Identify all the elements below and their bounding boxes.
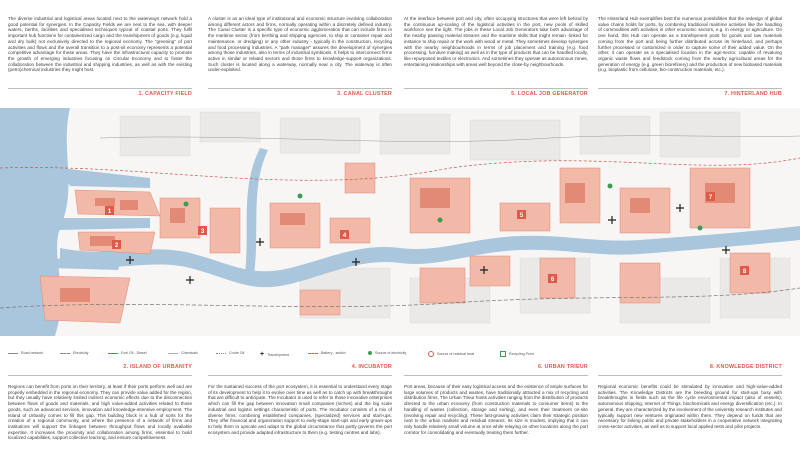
local-job-generator-text: At the interface between port and city, often occupying structures that were left behind by the continuous up-scaling of the logistical activities in the port, new pools of skilled workforce see the light. The jobs in these Local Job Generators take both advantage of the nearby passing material streams and the maritime skills that might remain -linked for instance to ship repair or the work with wood or metal. They sometimes develop synergies with the nearby neighbourhoods in terms of job placement and training (e.g. food processing, furniture making) as well as in the type of products that can be handled locally, like repurposed textiles or electronics. And sometimes they operate as autonomous zones, entertaining relationships with areas well beyond the close-by neighbourhoods. <box>404 16 588 67</box>
cross-icon: + <box>260 351 265 358</box>
leaf-icon <box>368 351 372 355</box>
svg-text:7: 7 <box>708 195 713 201</box>
svg-text:8: 8 <box>742 269 747 275</box>
recycling-icon <box>500 351 506 357</box>
heat-icon <box>428 351 434 357</box>
legend-chemicals: Chemicals <box>168 351 198 355</box>
local-job-generator-heading: 5. LOCAL JOB GENERATOR <box>511 91 588 97</box>
legend-crude: Crude Oil <box>216 351 244 355</box>
divider <box>208 88 392 89</box>
chemicals-swatch <box>168 353 178 354</box>
island-of-urbanity-heading: 2. ISLAND OF URBANITY <box>123 364 192 370</box>
divider <box>598 88 782 89</box>
canal-cluster-text: A cluster is as an ideal type of institutional and economic structure involving collaboration among different actors and firms, normally operating within a discretely defined industry. The Canal Cluster is a specific type of economic agglomeration that can include firms in the maritime sector (from berthing and shipping agencies, to ship or container repair and maintenance, or dredging) or any other industry - typically in the construction, recycling and food processing industries. A “park manager” assures the development of synergies among those industries, also in terms of industrial symbiosis. It helps to interconnect firms active in similar or related sectors and those firms to knowledge-support organizations. Such cluster is located along a waterway, normally near a city. The waterway is often under-exploited. <box>208 16 392 73</box>
legend-battery: Battery - switch <box>308 351 346 355</box>
battery-swatch <box>308 353 318 354</box>
svg-text:4: 4 <box>342 233 347 239</box>
legend-electricity: Electricity <box>60 351 88 355</box>
divider <box>404 375 588 376</box>
divider <box>8 88 192 89</box>
divider <box>598 375 782 376</box>
fuel-swatch <box>108 353 118 354</box>
electricity-swatch <box>60 353 70 354</box>
divider <box>208 375 392 376</box>
svg-text:1: 1 <box>107 209 112 215</box>
hinterland-hub-heading: 7. HINTERLAND HUB <box>724 91 782 97</box>
incubator-heading: 4. INCUBATOR <box>351 364 392 370</box>
harbour-basin <box>55 218 150 230</box>
svg-text:2: 2 <box>114 243 119 249</box>
svg-text:5: 5 <box>519 213 524 219</box>
legend-electricity-source: Source of electricity <box>368 351 406 355</box>
legend-road: Road network <box>8 351 43 355</box>
crude-swatch <box>216 353 226 354</box>
knowledge-district-heading: 8. KNOWLEDGE DISTRICT <box>709 364 782 370</box>
urban-trieur-heading: 6. URBAN TRIEUR <box>537 364 588 370</box>
knowledge-district-text: Regional economic benefits could be stimulated by innovation and high-value-added activities. The Knowledge Districts are the breeding ground for start-ups busy with breakthroughs in fields such as the life cycle environmental impact (also of vessels), autonomous shipping, Internet of Things, biochemicals and energy diversification (etc.). In general, they are characterized by the involvement of the university research institutes and typically support new ventures originated within them. They depend on funds that are necessary for linking public and private stakeholders in a cooperative network integrating cross-sector activities, as well as to support local applied tests and pilot projects. <box>598 384 782 429</box>
island-of-urbanity-text: Regions can benefit from ports on their territory, at least if their ports perform well and are properly embedded in the regional economy. They can provide value added for the region, but they usually have relatively limited indirect economic effects due to the disconnection between flows of goods and materials, and high value-added activities related to those goods, such as advanced services, innovation and knowledge-intensive employment. The Island of Urbanity comes to fill this gap. This building block is a hub of sorts for the creation of a regional community, and where the presence of a network of firms and institutions will support the linkages between throughput flows and locally available expertise. It increases the proximity and collaboration among firms, essential to build localized capabilities, support collective learning, and ensure competitiveness. <box>8 384 192 441</box>
port-corridor-map <box>0 108 800 336</box>
divider <box>8 375 192 376</box>
capacity-field-heading: 1. CAPACITY FIELD <box>138 91 192 97</box>
divider <box>404 88 588 89</box>
hinterland-hub-text: The Hinterland Hub exemplifies best the numerous possibilities that the redesign of global value chains holds for ports, by combining traditional maritime activities like the handling of commodities with activities in other economic sectors, e.g. in energy or agriculture. On one hand, this Hub can operate as a transhipment point for goods and raw materials coming from the port and being further distributed across its hinterland, and perhaps further processed or customized in order to capture some of their added value. On the other, it can operate as a specialised location in the agri-sector, capable of revaluing organic waste flows and feedstock coming from the nearby agricultural areas for the generation of energy (e.g. green biorefinery) and the production of new biobased materials (e.g. bioplastic from cellulose, bio-construction materials, etc.). <box>598 16 782 73</box>
road-swatch <box>8 353 18 354</box>
legend-fuel: Fuel Oil - Diesel <box>108 351 147 355</box>
legend-transhipment: + Transhipment <box>260 351 289 358</box>
legend-residual-heat: Source of residual heat <box>428 351 474 357</box>
svg-text:6: 6 <box>550 277 555 283</box>
canal-cluster-heading: 3. CANAL CLUSTER <box>337 91 392 97</box>
map-legend <box>8 349 792 359</box>
svg-text:3: 3 <box>200 229 205 235</box>
incubator-text: For the sustained success of the port ecosystem, it is essential to understand every stage of its development to help it to evolve over time as well as to catch up with breakthroughs that are difficult to anticipate. The Incubator is used to refer to those innovative enterprises which can fill the gap between innovation small companies (niches) and the big scale industrial and logistic settings characteristic of ports. The Incubator consists of a mix of diverse firms, combining established companies, (specialized) services and start-ups. They offer financial and organization support to early-stage start-ups and early grown-ups to help them to upscale and adapt to the global circumstance that partly governs the port ecosystem and provide adapted infrastructure to them (e.g. testing centres and labs). <box>208 384 392 435</box>
capacity-field-text: The diverse industrial and logistical areas located next to the waterways network hold a good potential for synergies. In the Capacity Fields we are next to the sea, with deeper waters, berths, facilities and specialised techniques typical of coastal ports. They fulfil important hub functions for containerized cargo and the transhipment of goods (e.g. liquid and dry bulk) not exclusively directed to the regional economy. The “greening” of port activities and flows and the overall transition to a post-oil economy represents a potential competitive advantage for these areas. They have the infrastructural capacity to promote the growth of emerging industries focusing on Circular Economy and to foster the collaboration between the industrial and shipping industries, as well as with the existing (petro)chemical industries they might host. <box>8 16 192 73</box>
urban-trieur-text: Port areas, because of their easy logistical access and the existence of ample surfaces for large volumes of products and wastes, have traditionally attracted a mix of recycling and distribution firms. The Urban Trieur hosts activities ranging from the distribution of products directed to the urban economy (from construction materials to consumer items) to the handling of wastes (collection, storage and sorting), and even their treatment on-site (involving repair and recycling). These fast-growing activities claim their strategic position next to the urban markets and residual streams. Its size is modest, implying that it can only handle relatively small volume at once while relaying on other locations along the port corridor for consolidating and eventually treating them further. <box>404 384 588 435</box>
legend-recycling: Recycling Point <box>500 351 534 357</box>
